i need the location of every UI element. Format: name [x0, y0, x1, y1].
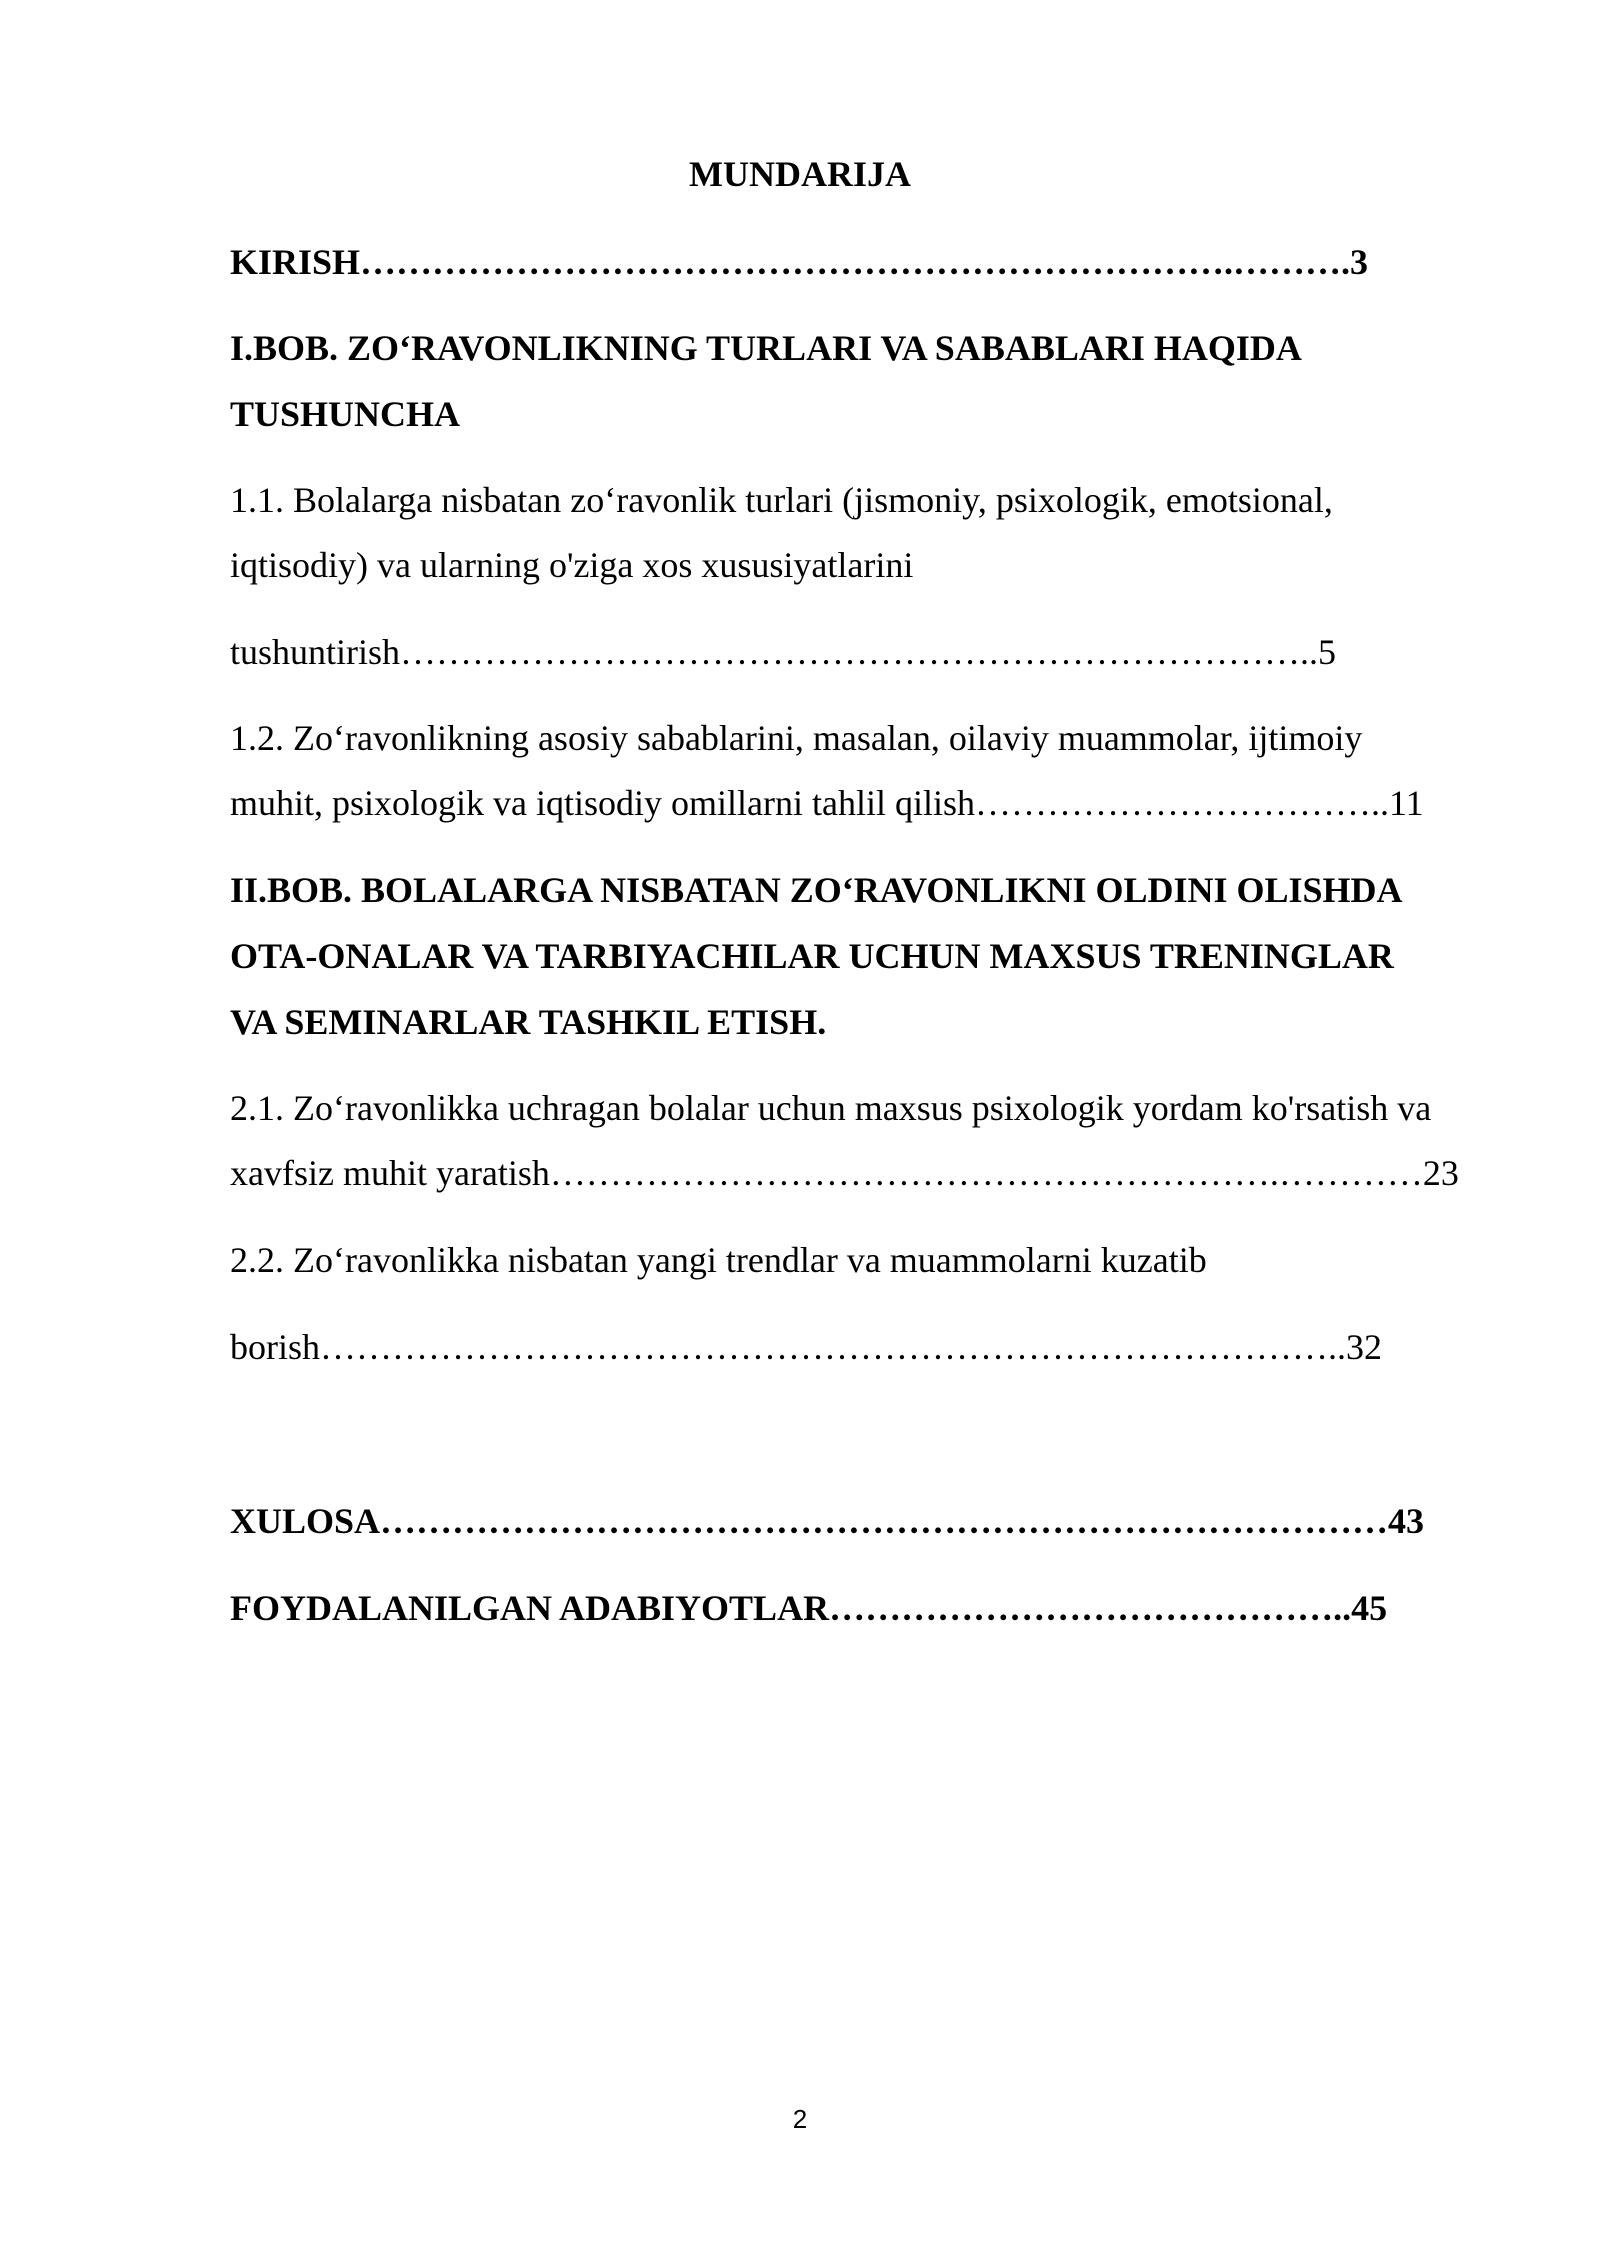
toc-section-2-2-line-2: borish…………………………………………………………………………..32 [230, 1327, 1382, 1367]
toc-section-2-1-line-1: 2.1. Zo‘ravonlikka uchragan bolalar uchun maxsus psixologik yordam ko'rsatish va [230, 1088, 1432, 1128]
toc-section-2-1-line-2: xavfsiz muhit yaratish…………………………………………………….…………23 [230, 1153, 1459, 1193]
toc-section-1-2-line-2: muhit, psixologik va iqtisodiy omillarni tahlil qilish……………………………..11 [230, 783, 1424, 823]
toc-entry-xulosa: XULOSA…………………………………………………………………………43 [230, 1501, 1425, 1541]
page-number: 2 [792, 2104, 808, 2134]
toc-chapter-1-heading-line-2: TUSHUNCHA [230, 394, 461, 434]
toc-chapter-2-heading-line-1: II.BOB. BOLALARGA NISBATAN ZO‘RAVONLIKNI OLDINI OLISHDA [230, 870, 1403, 910]
toc-chapter-1-heading-line-1: I.BOB. ZO‘RAVONLIKNING TURLARI VA SABABLARI HAQIDA [230, 328, 1302, 368]
toc-section-1-1-line-2: iqtisodiy) va ularning o'ziga xos xususiyatlarini [230, 545, 914, 585]
toc-section-2-2-line-1: 2.2. Zo‘ravonlikka nisbatan yangi trendlar va muammolarni kuzatib [230, 1240, 1207, 1280]
toc-section-1-1-line-1: 1.1. Bolalarga nisbatan zo‘ravonlik turlari (jismoniy, psixologik, emotsional, [230, 480, 1333, 520]
document-title: MUNDARIJA [689, 154, 911, 194]
toc-entry-adabiyotlar: FOYDALANILGAN ADABIYOTLAR……………………………………..45 [230, 1588, 1388, 1628]
toc-chapter-2-heading-line-3: VA SEMINARLAR TASHKIL ETISH. [230, 1002, 827, 1042]
toc-entry-kirish: KIRISH……………………………………………………………….……….3 [230, 242, 1369, 282]
toc-chapter-2-heading-line-2: OTA-ONALAR VA TARBIYACHILAR UCHUN MAXSUS TRENINGLAR [230, 936, 1394, 976]
toc-section-1-1-line-3: tushuntirish…………………………………………………………………..5 [230, 632, 1337, 672]
toc-section-1-2-line-1: 1.2. Zo‘ravonlikning asosiy sabablarini, masalan, oilaviy muammolar, ijtimoiy [230, 718, 1363, 758]
